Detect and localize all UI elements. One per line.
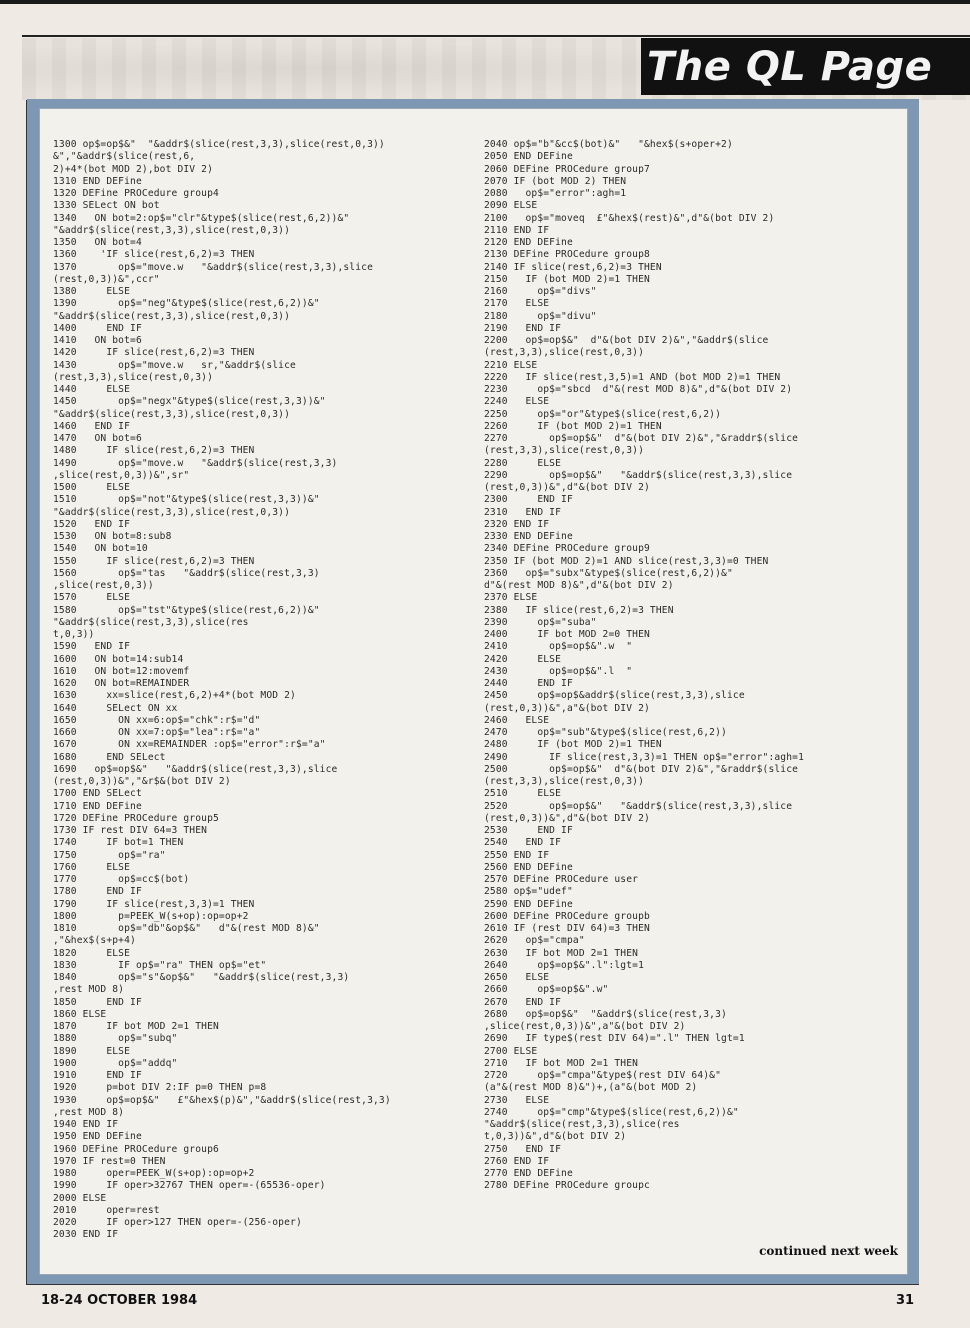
code-line: 1950 END DEFine	[53, 1131, 142, 1143]
code-line: 2710 IF bot MOD 2=1 THEN	[484, 1057, 639, 1069]
code-line: 2190 END IF	[484, 322, 562, 334]
code-line: 2350 IF (bot MOD 2)=1 AND slice(rest,3,3)=0 THEN	[484, 555, 769, 567]
code-line: 2370 ELSE	[484, 592, 538, 604]
code-line: (rest,3,3),slice(rest,0,3))	[484, 445, 644, 457]
code-line: t,0,3))&",d"&(bot DIV 2)	[484, 1131, 627, 1143]
code-line: 2520 op$=op$&" "&addr$(slice(rest,3,3),slice	[484, 800, 793, 812]
code-line: 2320 END IF	[484, 518, 550, 530]
code-line: 2530 END IF	[484, 825, 573, 836]
code-line: 2110 END IF	[484, 224, 550, 236]
code-line: 1360 'IF slice(rest,6,2)=3 THEN	[53, 249, 255, 261]
code-line: 1810 op$="db"&op$&" d"&(rest MOD 8)&"	[53, 923, 320, 934]
code-line: 1910 END IF	[53, 1070, 142, 1081]
code-line: 2420 ELSE	[484, 653, 562, 665]
code-line: "&addr$(slice(rest,3,3),slice(res	[484, 1119, 680, 1130]
code-line: 2280 ELSE	[484, 457, 562, 469]
code-line: 1550 IF slice(rest,6,2)=3 THEN	[53, 555, 255, 567]
code-line: 2580 op$="udef"	[484, 886, 573, 898]
code-line: 1370 op$="move.w "&addr$(slice(rest,3,3),slice	[53, 261, 373, 273]
code-line: 1540 ON bot=10	[53, 543, 148, 555]
code-line: 1800 p=PEEK_W(s+op):op=op+2	[53, 910, 249, 922]
code-line: 1960 DEFine PROCedure group6	[53, 1143, 219, 1155]
code-line: 2360 op$="subx"&type$(slice(rest,6,2))&"	[484, 567, 733, 579]
code-line: 1770 op$=cc$(bot)	[53, 874, 190, 885]
code-line: 2)+4*(bot MOD 2),bot DIV 2)	[53, 163, 213, 175]
code-line: 1640 SELect ON xx	[53, 702, 178, 714]
code-line: 2340 DEFine PROCedure group9	[484, 543, 650, 555]
code-line: 2750 END IF	[484, 1143, 562, 1155]
code-line: 2060 DEFine PROCedure group7	[484, 163, 650, 175]
code-line: 1970 IF rest=0 THEN	[53, 1155, 166, 1167]
code-line: 1610 ON bot=12:movemf	[53, 665, 190, 677]
code-line: 2590 END DEFine	[484, 898, 573, 910]
code-line: &","&addr$(slice(rest,6,	[53, 151, 196, 163]
code-line: 2310 END IF	[484, 506, 562, 518]
code-listing-left	[53, 139, 391, 1242]
code-line: 2220 IF slice(rest,3,5)=1 AND (bot MOD 2)=1 THEN	[484, 371, 781, 383]
code-line: 1650 ON xx=6:op$="chk":r$="d"	[53, 714, 261, 726]
code-line: 1680 END SELect	[53, 751, 166, 763]
code-line: 2630 IF bot MOD 2=1 THEN	[484, 947, 639, 959]
code-line: 1780 END IF	[53, 886, 142, 898]
code-line: 2180 op$="divu"	[484, 310, 597, 322]
code-line: 1410 ON bot=6	[53, 335, 142, 346]
code-line: 2100 op$="moveq £"&hex$(rest)&",d"&(bot DIV 2)	[484, 212, 775, 224]
code-line: 2730 ELSE	[484, 1094, 550, 1106]
code-line: 1760 ELSE	[53, 861, 131, 873]
header-rule	[22, 35, 970, 37]
code-line: (a"&(rest MOD 8)&")+,(a"&(bot MOD 2)	[484, 1082, 698, 1094]
code-line: 2000 ELSE	[53, 1192, 107, 1204]
code-line: 1820 ELSE	[53, 947, 131, 959]
code-line: 2680 op$=op$&" "&addr$(slice(rest,3,3)	[484, 1008, 727, 1020]
code-line: 2090 ELSE	[484, 200, 538, 212]
code-line: ,rest MOD 8)	[53, 1106, 125, 1118]
code-line: 2260 IF (bot MOD 2)=1 THEN	[484, 420, 662, 432]
code-line: 1720 DEFine PROCedure group5	[53, 812, 219, 824]
code-line: ,slice(rest,0,3))	[53, 580, 154, 591]
code-line: ,slice(rest,0,3))&",a"&(bot DIV 2)	[484, 1021, 686, 1032]
code-line: 2780 DEFine PROCedure groupc	[484, 1180, 650, 1192]
code-line: "&addr$(slice(rest,3,3),slice(res	[53, 616, 249, 628]
code-line: 1350 ON bot=4	[53, 237, 142, 248]
code-line: 2410 op$=op$&".w "	[484, 641, 633, 653]
code-line: 2460 ELSE	[484, 714, 550, 726]
code-line: 2380 IF slice(rest,6,2)=3 THEN	[484, 604, 674, 616]
code-line: 1450 op$="negx"&type$(slice(rest,3,3))&"	[53, 396, 326, 408]
code-line: 1670 ON xx=REMAINDER :op$="error":r$="a"	[53, 739, 326, 751]
code-line: 1340 ON bot=2:op$="clr"&type$(slice(rest,6,2))&"	[53, 212, 350, 224]
continued-note: continued next week	[759, 1244, 898, 1258]
code-line: ,rest MOD 8)	[53, 984, 125, 996]
code-line: 2200 op$=op$&" d"&(bot DIV 2)&","&addr$(slice	[484, 335, 769, 346]
code-line: (rest,3,3),slice(rest,0,3))	[484, 347, 644, 359]
code-line: 1470 ON bot=6	[53, 433, 142, 444]
code-line: (rest,0,3))&",d"&(bot DIV 2)	[484, 812, 650, 824]
code-line: 2080 op$="error":agh=1	[484, 188, 627, 199]
code-line: 1300 op$=op$&" "&addr$(slice(rest,3,3),slice(rest,0,3))	[53, 139, 385, 150]
code-line: "&addr$(slice(rest,3,3),slice(rest,0,3))	[53, 310, 291, 322]
code-line: 2270 op$=op$&" d"&(bot DIV 2)&","&raddr$(slice	[484, 433, 799, 444]
code-line: 1940 END IF	[53, 1119, 119, 1130]
code-line: 1870 IF bot MOD 2=1 THEN	[53, 1021, 219, 1032]
code-line: 1580 op$="tst"&type$(slice(rest,6,2))&"	[53, 604, 320, 616]
code-line: 2170 ELSE	[484, 298, 550, 310]
code-line: 2240 ELSE	[484, 396, 550, 408]
code-line: 1840 op$="s"&op$&" "&addr$(slice(rest,3,3)	[53, 972, 350, 983]
code-line: 1660 ON xx=7:op$="lea":r$="a"	[53, 727, 261, 738]
code-line: 1630 xx=slice(rest,6,2)+4*(bot MOD 2)	[53, 690, 296, 702]
code-line: 2540 END IF	[484, 837, 562, 849]
code-line: 1620 ON bot=REMAINDER	[53, 678, 190, 689]
code-line: 1390 op$="neg"&type$(slice(rest,6,2))&"	[53, 298, 320, 310]
code-line: 2020 IF oper>127 THEN oper=-(256-oper)	[53, 1217, 302, 1228]
code-line: 2250 op$="or"&type$(slice(rest,6,2))	[484, 408, 722, 420]
code-line: 2390 op$="suba"	[484, 616, 597, 628]
code-line: 1700 END SELect	[53, 788, 142, 800]
code-line: 1690 op$=op$&" "&addr$(slice(rest,3,3),slice	[53, 763, 338, 775]
code-line: 1990 IF oper>32767 THEN oper=-(65536-oper)	[53, 1180, 326, 1192]
code-line: 2770 END DEFine	[484, 1168, 573, 1179]
code-line: 2010 oper=rest	[53, 1204, 160, 1216]
code-line: 2560 END DEFine	[484, 861, 573, 873]
code-line: 2660 op$=op$&".w"	[484, 984, 609, 996]
code-line: "&addr$(slice(rest,3,3),slice(rest,0,3))	[53, 506, 291, 518]
code-line: 1920 p=bot DIV 2:IF p=0 THEN p=8	[53, 1082, 267, 1094]
code-line: 1600 ON bot=14:sub14	[53, 653, 184, 665]
code-line: 1860 ELSE	[53, 1008, 107, 1020]
code-line: 1790 IF slice(rest,3,3)=1 THEN	[53, 898, 255, 910]
code-line: 2230 op$="sbcd d"&(rest MOD 8)&",d"&(bot DIV 2)	[484, 384, 793, 395]
code-line: 2070 IF (bot MOD 2) THEN	[484, 175, 627, 187]
code-line: 1930 op$=op$&" £"&hex$(p)&","&addr$(slice(rest,3,3)	[53, 1094, 391, 1106]
code-line: 1480 IF slice(rest,6,2)=3 THEN	[53, 445, 255, 457]
code-line: 2450 op$=op$&addr$(slice(rest,3,3),slice	[484, 690, 745, 702]
code-line: t,0,3))	[53, 629, 95, 640]
code-listing-right	[484, 139, 804, 1193]
code-line: (rest,0,3))&",d"&(bot DIV 2)	[484, 482, 650, 493]
top-rule	[0, 0, 970, 4]
code-line: 1730 IF rest DIV 64=3 THEN	[53, 825, 208, 836]
code-line: 2400 IF bot MOD 2=0 THEN	[484, 629, 650, 640]
code-line: 2740 op$="cmp"&type$(slice(rest,6,2))&"	[484, 1106, 739, 1118]
code-line: 2720 op$="cmpa"&type$(rest DIV 64)&"	[484, 1070, 722, 1081]
code-line: (rest,0,3))&","&r$&(bot DIV 2)	[53, 776, 231, 787]
page-title-bar	[641, 38, 970, 95]
code-line: 2610 IF (rest DIV 64)=3 THEN	[484, 923, 650, 934]
code-line: 2330 END DEFine	[484, 531, 573, 542]
code-line: 2760 END IF	[484, 1155, 550, 1167]
code-line: 2490 IF slice(rest,3,3)=1 THEN op$="error":agh=1	[484, 751, 804, 763]
code-line: 2670 END IF	[484, 996, 562, 1008]
code-line: (rest,3,3),slice(rest,0,3))	[53, 371, 213, 383]
code-line: 1320 DEFine PROCedure group4	[53, 188, 219, 199]
code-line: 1890 ELSE	[53, 1045, 131, 1057]
frame-bottom-line	[26, 1284, 919, 1285]
code-line: 1400 END IF	[53, 322, 142, 334]
code-line: 2150 IF (bot MOD 2)=1 THEN	[484, 273, 650, 285]
code-line: 2430 op$=op$&".l "	[484, 665, 633, 677]
code-line: 1740 IF bot=1 THEN	[53, 837, 184, 849]
code-line: 1500 ELSE	[53, 482, 131, 493]
frame-left-line	[26, 100, 27, 1285]
code-line: 2120 END DEFine	[484, 237, 573, 248]
code-line: 1590 END IF	[53, 641, 131, 653]
code-line: 1430 op$="move.w sr,"&addr$(slice	[53, 359, 296, 371]
code-line: ,"&hex$(s+p+4)	[53, 935, 136, 947]
code-line: 1380 ELSE	[53, 286, 131, 297]
code-line: 2700 ELSE	[484, 1045, 538, 1057]
code-line: 1420 IF slice(rest,6,2)=3 THEN	[53, 347, 255, 359]
code-line: 2300 END IF	[484, 494, 573, 506]
code-line: (rest,3,3),slice(rest,0,3))	[484, 776, 644, 787]
code-line: 1750 op$="ra"	[53, 849, 166, 861]
page-title: The QL Page	[647, 43, 933, 90]
code-line: 1490 op$="move.w "&addr$(slice(rest,3,3)	[53, 457, 338, 469]
code-line: 1570 ELSE	[53, 592, 131, 604]
code-line: 1520 END IF	[53, 518, 131, 530]
code-line: 2620 op$="cmpa"	[484, 935, 585, 947]
code-line: 2510 ELSE	[484, 788, 562, 800]
code-line: 2140 IF slice(rest,6,2)=3 THEN	[484, 261, 662, 273]
code-line: 2030 END IF	[53, 1229, 119, 1241]
code-line: 1330 SELect ON bot	[53, 200, 160, 212]
code-line: 2470 op$="sub"&type$(slice(rest,6,2))	[484, 727, 727, 738]
code-line: 2050 END DEFine	[484, 151, 573, 163]
code-line: "&addr$(slice(rest,3,3),slice(rest,0,3))	[53, 224, 291, 236]
code-line: 2550 END IF	[484, 849, 550, 861]
code-line: d"&(rest MOD 8)&",d"&(bot DIV 2)	[484, 580, 674, 591]
code-line: 2640 op$=op$&".l":lgt=1	[484, 959, 644, 971]
code-line: 1830 IF op$="ra" THEN op$="et"	[53, 959, 267, 971]
code-line: 2040 op$="b"&cc$(bot)&" "&hex$(s+oper+2)	[484, 139, 733, 150]
code-line: 2440 END IF	[484, 678, 573, 689]
code-line: ,slice(rest,0,3))&",sr"	[53, 469, 190, 481]
code-line: (rest,0,3))&",ccr"	[53, 273, 160, 285]
code-line: 2570 DEFine PROCedure user	[484, 874, 639, 885]
code-line: 2650 ELSE	[484, 972, 550, 983]
code-line: 1880 op$="subq"	[53, 1033, 178, 1045]
page-number: 31	[896, 1293, 915, 1308]
code-line: 2130 DEFine PROCedure group8	[484, 249, 650, 261]
code-line: 2290 op$=op$&" "&addr$(slice(rest,3,3),slice	[484, 469, 793, 481]
code-line: "&addr$(slice(rest,3,3),slice(rest,0,3))	[53, 408, 291, 420]
code-line: 1460 END IF	[53, 420, 131, 432]
code-line: 1710 END DEFine	[53, 800, 142, 812]
code-line: 2480 IF (bot MOD 2)=1 THEN	[484, 739, 662, 751]
code-line: (rest,0,3))&",a"&(bot DIV 2)	[484, 702, 650, 714]
code-line: 2600 DEFine PROCedure groupb	[484, 910, 650, 922]
footer-date: 18-24 OCTOBER 1984	[41, 1293, 198, 1308]
code-line: 2500 op$=op$&" d"&(bot DIV 2)&","&raddr$(slice	[484, 763, 799, 775]
code-line: 1310 END DEFine	[53, 175, 142, 187]
code-line: 2690 IF type$(rest DIV 64)=".l" THEN lgt=1	[484, 1033, 745, 1045]
code-line: 1980 oper=PEEK_W(s+op):op=op+2	[53, 1168, 255, 1179]
code-line: 2210 ELSE	[484, 359, 538, 371]
code-line: 1510 op$="not"&type$(slice(rest,3,3))&"	[53, 494, 320, 506]
code-line: 1440 ELSE	[53, 384, 131, 395]
code-line: 2160 op$="divs"	[484, 286, 597, 297]
code-line: 1530 ON bot=8:sub8	[53, 531, 172, 542]
code-line: 1900 op$="addq"	[53, 1057, 178, 1069]
code-line: 1560 op$="tas "&addr$(slice(rest,3,3)	[53, 567, 320, 579]
code-line: 1850 END IF	[53, 996, 142, 1008]
